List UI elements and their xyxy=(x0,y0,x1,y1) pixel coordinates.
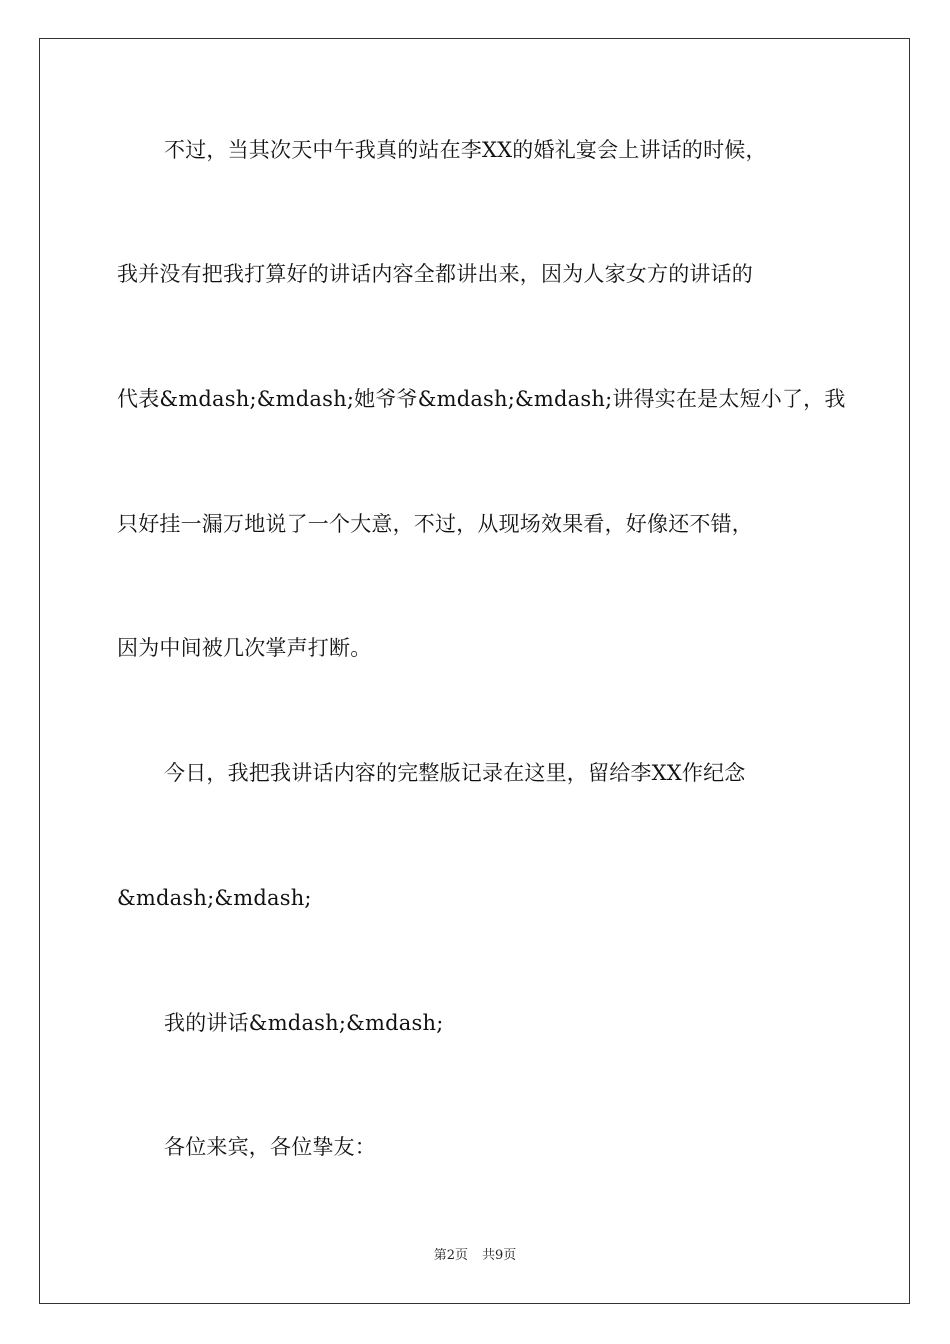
page-total: 共9页 xyxy=(482,1248,517,1263)
paragraph-line: 只好挂一漏万地说了一个大意，不过，从现场效果看，好像还不错， xyxy=(117,512,753,536)
paragraph-line: 各位来宾，各位挚友： xyxy=(164,1135,376,1159)
page-number: 第2页 xyxy=(433,1248,468,1263)
page-border xyxy=(39,38,910,1304)
page-footer xyxy=(0,1247,950,1265)
paragraph-line: 今日，我把我讲话内容的完整版记录在这里，留给李XX作纪念 xyxy=(164,761,746,785)
paragraph-line: 因为中间被几次掌声打断。 xyxy=(117,636,372,660)
paragraph-line: 不过，当其次天中午我真的站在李XX的婚礼宴会上讲话的时候， xyxy=(164,138,767,162)
paragraph-line: 代表&mdash;&mdash;她爷爷&mdash;&mdash;讲得实在是太短小了，我 xyxy=(117,387,846,411)
paragraph-line: &mdash;&mdash; xyxy=(117,886,312,910)
paragraph-line: 我并没有把我打算好的讲话内容全都讲出来，因为人家女方的讲话的 xyxy=(117,262,753,286)
paragraph-line: 我的讲话&mdash;&mdash; xyxy=(164,1011,444,1035)
